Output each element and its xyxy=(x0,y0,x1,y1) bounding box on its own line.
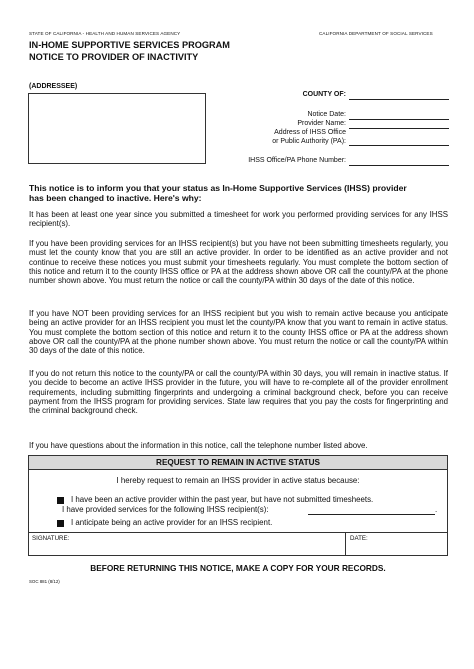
county-label: COUNTY OF: xyxy=(302,91,346,98)
addressee-label: (ADDRESSEE) xyxy=(29,83,78,90)
ihss-address-label xyxy=(236,129,346,146)
paragraph-not-providing: If you have NOT been providing services for an IHSS recipient but you wish to remain active because you anticipate being an active provider for an IHSS recipient you must let the county/PA know that you want to remain in active status. You must complete the bottom section of this notice and return it to the county IHSS office or PA at the address shown above OR call the county/PA at the phone number shown above. You must return the notice or call the county/PA within 30 days of the date of this notice. xyxy=(29,309,448,356)
signature-field[interactable] xyxy=(29,533,346,556)
provider-name-label: Provider Name: xyxy=(297,120,346,127)
date-label: DATE: xyxy=(350,535,368,542)
paragraph-questions: If you have questions about the information in this notice, call the telephone number listed above. xyxy=(29,441,368,450)
form-title-line1: IN-HOME SUPPORTIVE SERVICES PROGRAM xyxy=(29,40,230,50)
phone-label: IHSS Office/PA Phone Number: xyxy=(248,157,346,164)
option-anticipate-provider: I anticipate being an active provider for an IHSS recipient. xyxy=(71,518,273,527)
notice-date-field[interactable] xyxy=(349,119,449,120)
notice-date-label: Notice Date: xyxy=(307,111,346,118)
intro-line2: has been changed to inactive. Here's why: xyxy=(29,193,202,203)
paragraph-reason: It has been at least one year since you submitted a timesheet for work you performed providing services for any IHSS recipient(s). xyxy=(29,210,448,229)
recipients-period: . xyxy=(435,505,438,514)
request-statement: I hereby request to remain an IHSS provider in active status because: xyxy=(116,476,360,485)
copy-notice: BEFORE RETURNING THIS NOTICE, MAKE A COPY FOR YOUR RECORDS. xyxy=(90,563,386,573)
option-active-provider: I have been an active provider within the past year, but have not submitted timesheets. xyxy=(71,495,374,504)
date-field[interactable] xyxy=(347,533,447,556)
paragraph-active-provider: If you have been providing services for an IHSS recipient(s) but you have not been submitting timesheets regularly, you must let the county know that you are still an active provider. In order to be identified as an active provider and not continue to receive these notices you must submit your timesheets regularly. You must complete the bottom section of this notice and return it to the county IHSS office or PA at the address shown above OR call the county/PA at the phone number shown above. You must return the notice or call the county/PA within 30 days of the date of this notice. xyxy=(29,239,448,286)
ihss-address-label-line2: or Public Authority (PA): xyxy=(272,137,346,145)
option-recipients-label: I have provided services for the following IHSS recipient(s): xyxy=(62,505,269,514)
form-title-line2: NOTICE TO PROVIDER OF INACTIVITY xyxy=(29,51,199,62)
active-provider-checkbox[interactable] xyxy=(57,497,64,504)
intro-statement xyxy=(29,183,449,203)
paragraph-consequences: If you do not return this notice to the county/PA or call the county/PA within 30 days, you will remain in inactive status. If you decide to become an active IHSS provider in the future, you will have to re-complete all of the provider enrollment requirements, including submitting fingerprints and undergoing a criminal background check, before you can receive payment from the IHSS program for providing services. State law requires that you pay the costs for fingerprinting and the criminal background check. xyxy=(29,369,448,416)
intro-line1: This notice is to inform you that your status as In-Home Supportive Services (IHSS) provider xyxy=(29,183,407,193)
ihss-address-label-line1: Address of IHSS Office xyxy=(274,129,346,136)
phone-field[interactable] xyxy=(349,165,449,166)
signature-label: SIGNATURE: xyxy=(32,535,70,542)
agency-header-left: STATE OF CALIFORNIA - HEALTH AND HUMAN SERVICES AGENCY xyxy=(29,31,181,36)
county-field[interactable] xyxy=(349,99,449,100)
request-heading: REQUEST TO REMAIN IN ACTIVE STATUS xyxy=(29,456,447,470)
recipients-field[interactable] xyxy=(308,514,435,515)
request-section xyxy=(28,455,448,556)
signature-row xyxy=(29,532,447,556)
agency-header-right: CALIFORNIA DEPARTMENT OF SOCIAL SERVICES xyxy=(319,31,433,36)
form-title xyxy=(29,40,230,63)
provider-name-field[interactable] xyxy=(349,128,449,129)
ihss-address-field[interactable] xyxy=(349,145,449,146)
form-number: SOC 881 (8/12) xyxy=(29,579,60,584)
addressee-box[interactable] xyxy=(28,93,206,164)
anticipate-provider-checkbox[interactable] xyxy=(57,520,64,527)
